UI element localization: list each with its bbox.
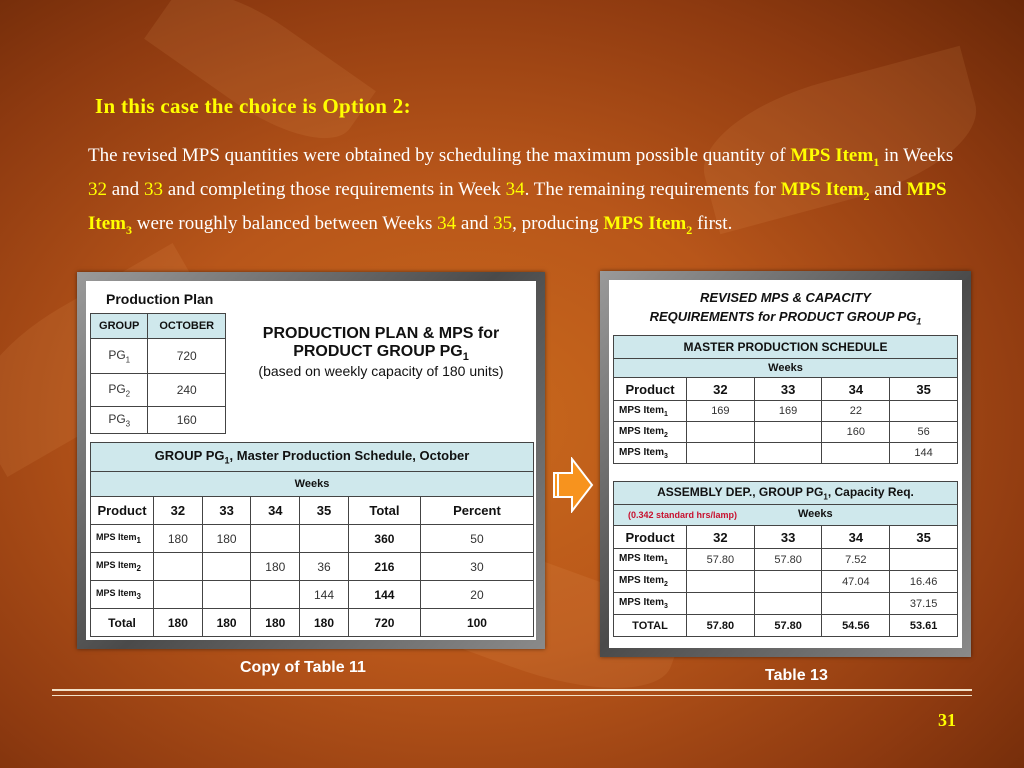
cell: 57.80: [687, 615, 755, 637]
mps-table: [90, 442, 534, 637]
col-header: Product: [614, 378, 687, 401]
production-plan-title: Production Plan: [106, 291, 214, 307]
weeks-label: Weeks: [614, 359, 958, 378]
percent-cell: 20: [420, 581, 533, 609]
subscript: 1: [823, 492, 828, 502]
cell: [202, 553, 251, 581]
col-header: 33: [754, 378, 822, 401]
cell: 144: [890, 443, 958, 464]
slide-title: In this case the choice is Option 2:: [95, 94, 411, 118]
capacity-table: [613, 481, 958, 637]
col-header: 33: [754, 526, 822, 549]
heading-line-3: (based on weekly capacity of 180 units): [258, 363, 504, 380]
cell: [154, 581, 203, 609]
text: The revised MPS quantities were obtained by scheduling the maximum possible quantity of: [88, 145, 791, 166]
subscript: 2: [686, 222, 693, 237]
cell: [251, 525, 300, 553]
cell: 7.52: [822, 549, 890, 571]
mps-item-1: [790, 145, 880, 169]
total-cell: 216: [348, 553, 420, 581]
col-header: 32: [154, 497, 203, 525]
cell: [154, 553, 203, 581]
col-header: 32: [687, 378, 755, 401]
text: first.: [692, 212, 733, 234]
cell: 180: [202, 525, 251, 553]
cell: 100: [420, 609, 533, 637]
subscript: 3: [125, 222, 132, 237]
subscript: 1: [916, 316, 922, 327]
label: GROUP PG: [154, 448, 225, 464]
col-header: Percent: [420, 497, 533, 525]
product-cell: [91, 553, 154, 581]
subscript: 1: [664, 410, 668, 418]
col-header: OCTOBER: [148, 314, 226, 339]
cell: [687, 571, 755, 593]
table-row: [91, 581, 534, 609]
subscript: 2: [863, 188, 870, 203]
revised-title: [609, 288, 962, 332]
group-cell: [91, 407, 148, 434]
revised-mps-table: [613, 335, 958, 464]
table-row: [91, 339, 226, 374]
col-header: 34: [822, 526, 890, 549]
product-cell: [91, 525, 154, 553]
week-34: 34: [505, 178, 525, 200]
weeks-label: Weeks: [798, 508, 833, 520]
subscript: 1: [136, 535, 141, 545]
label: MPS Item: [619, 404, 665, 416]
col-header: 35: [890, 378, 958, 401]
cell: 169: [754, 401, 822, 422]
table-row: [614, 401, 958, 422]
mps-title: [91, 443, 534, 472]
percent-cell: 30: [420, 553, 533, 581]
label: MPS Item: [619, 425, 665, 437]
subscript: 1: [462, 351, 469, 364]
heading-line-1: PRODUCTION PLAN & MPS for: [262, 325, 500, 342]
text: and completing those requirements in Week: [162, 178, 506, 200]
footer-rule: [52, 689, 972, 691]
cell: 22: [822, 401, 890, 422]
product-cell: [614, 593, 687, 615]
subscript: 3: [136, 591, 141, 601]
label: PG: [108, 347, 126, 362]
cell: 180: [202, 609, 251, 637]
standard-hours-note: (0.342 standard hrs/lamp): [628, 510, 738, 520]
table-row: [614, 549, 958, 571]
cell: 16.46: [890, 571, 958, 593]
percent-cell: 50: [420, 525, 533, 553]
cell: 180: [251, 553, 300, 581]
cell: 180: [300, 609, 349, 637]
right-caption: Table 13: [765, 667, 828, 684]
label: , Master Production Schedule, October: [229, 448, 470, 464]
text: and: [107, 178, 144, 200]
right-arrow-icon: [552, 457, 594, 513]
cell: 720: [348, 609, 420, 637]
table-row: [91, 407, 226, 434]
capacity-header: [614, 482, 958, 505]
cell: [754, 593, 822, 615]
page-number: 31: [938, 710, 956, 730]
footer-rule: [52, 695, 972, 696]
cell: [890, 549, 958, 571]
week-33: 33: [143, 178, 163, 200]
cell: 57.80: [687, 549, 755, 571]
plan-heading: [236, 325, 526, 379]
cell: [202, 581, 251, 609]
cell: [687, 593, 755, 615]
cell: [687, 422, 755, 443]
product-cell: [614, 443, 687, 464]
left-caption: Copy of Table 11: [240, 659, 366, 676]
left-table-frame: [77, 272, 545, 649]
col-header: GROUP: [91, 314, 148, 339]
mps-item-2: [780, 178, 870, 203]
col-header: 32: [687, 526, 755, 549]
value-cell: 240: [148, 374, 226, 407]
label: , Capacity Req.: [827, 484, 914, 499]
cell: [251, 581, 300, 609]
table-row: [614, 422, 958, 443]
total-cell: 144: [348, 581, 420, 609]
mps-header: MASTER PRODUCTION SCHEDULE: [614, 336, 958, 359]
cell: 56: [890, 422, 958, 443]
production-plan-table: [90, 313, 226, 434]
cell: [687, 443, 755, 464]
cell: [890, 401, 958, 422]
cell: 180: [154, 525, 203, 553]
cell: [754, 422, 822, 443]
text: and: [869, 178, 907, 200]
text: were roughly balanced between Weeks: [131, 212, 438, 234]
label: PG: [108, 381, 126, 396]
product-cell: [91, 581, 154, 609]
label: ASSEMBLY DEP., GROUP PG: [657, 484, 824, 499]
total-cell: 360: [348, 525, 420, 553]
subscript: 1: [664, 559, 668, 566]
total-label: TOTAL: [614, 615, 687, 637]
cell: 57.80: [754, 615, 822, 637]
right-table-panel: [609, 280, 962, 648]
weeks-label: Weeks: [91, 472, 534, 497]
total-row: [614, 615, 958, 637]
col-header: 33: [202, 497, 251, 525]
subscript: 1: [224, 455, 230, 466]
total-row: [91, 609, 534, 637]
label: REQUIREMENTS for PRODUCT GROUP PG: [649, 309, 917, 324]
background-leaf: [144, 0, 376, 165]
col-header: Product: [614, 526, 687, 549]
subscript: 3: [125, 419, 131, 429]
cell: 160: [822, 422, 890, 443]
subscript: 2: [664, 431, 668, 439]
label: PG: [108, 411, 126, 426]
label: MPS Item: [96, 532, 137, 543]
label: MPS Item: [96, 588, 137, 599]
cell: 54.56: [822, 615, 890, 637]
cell: 53.61: [890, 615, 958, 637]
cell: [822, 593, 890, 615]
col-header: Total: [348, 497, 420, 525]
week-34: 34: [437, 212, 457, 234]
left-table-panel: [86, 281, 536, 640]
cell: 180: [251, 609, 300, 637]
subscript: 2: [664, 581, 668, 588]
subscript: 3: [664, 452, 668, 460]
cell: 144: [300, 581, 349, 609]
col-header: 34: [251, 497, 300, 525]
table-row: [91, 525, 534, 553]
heading-line-2: [236, 343, 526, 363]
cell: 180: [154, 609, 203, 637]
table-row: [91, 553, 534, 581]
title-line-1: REVISED MPS & CAPACITY: [700, 290, 871, 305]
cell: [754, 571, 822, 593]
value-cell: 720: [148, 339, 226, 374]
table-row: [91, 374, 226, 407]
product-cell: [614, 401, 687, 422]
product-cell: [614, 571, 687, 593]
col-header: 34: [822, 378, 890, 401]
label: MPS Item: [619, 446, 665, 458]
label: MPS Item: [790, 145, 874, 166]
col-header: 35: [890, 526, 958, 549]
product-cell: [614, 549, 687, 571]
table-row: [614, 443, 958, 464]
group-cell: [91, 339, 148, 374]
subscript: 3: [664, 603, 668, 610]
label: MPS Item: [96, 560, 137, 571]
label: MPS Item: [603, 212, 687, 234]
capacity-weeks-row: [614, 505, 958, 526]
subscript: 2: [136, 563, 141, 573]
body-paragraph: [88, 142, 968, 243]
cell: 36: [300, 553, 349, 581]
text: in Weeks: [879, 145, 954, 166]
value-cell: 160: [148, 407, 226, 434]
col-header: Product: [91, 497, 154, 525]
cell: [300, 525, 349, 553]
label: PRODUCT GROUP PG: [293, 343, 463, 360]
label: MPS Item: [619, 575, 665, 586]
cell: 57.80: [754, 549, 822, 571]
product-cell: [614, 422, 687, 443]
label: MPS Item: [780, 178, 864, 200]
group-cell: [91, 374, 148, 407]
subscript: 2: [125, 389, 131, 399]
cell: 37.15: [890, 593, 958, 615]
text: . The remaining requirements for: [524, 178, 781, 200]
mps-item-2: [603, 212, 693, 237]
cell: 169: [687, 401, 755, 422]
week-35: 35: [493, 212, 513, 234]
total-label: Total: [91, 609, 154, 637]
cell: [822, 443, 890, 464]
subscript: 1: [125, 355, 131, 365]
col-header: 35: [300, 497, 349, 525]
subscript: 1: [873, 154, 880, 169]
title-line-2: [609, 307, 962, 332]
cell: 47.04: [822, 571, 890, 593]
week-32: 32: [88, 178, 107, 200]
text: , producing: [512, 212, 604, 234]
label: MPS Item: [619, 597, 665, 608]
text: and: [456, 212, 494, 234]
table-row: [614, 571, 958, 593]
label: MPS Item: [619, 553, 665, 564]
label: MPS Item: [88, 178, 947, 234]
right-table-frame: [600, 271, 971, 657]
cell: [754, 443, 822, 464]
table-row: [614, 593, 958, 615]
